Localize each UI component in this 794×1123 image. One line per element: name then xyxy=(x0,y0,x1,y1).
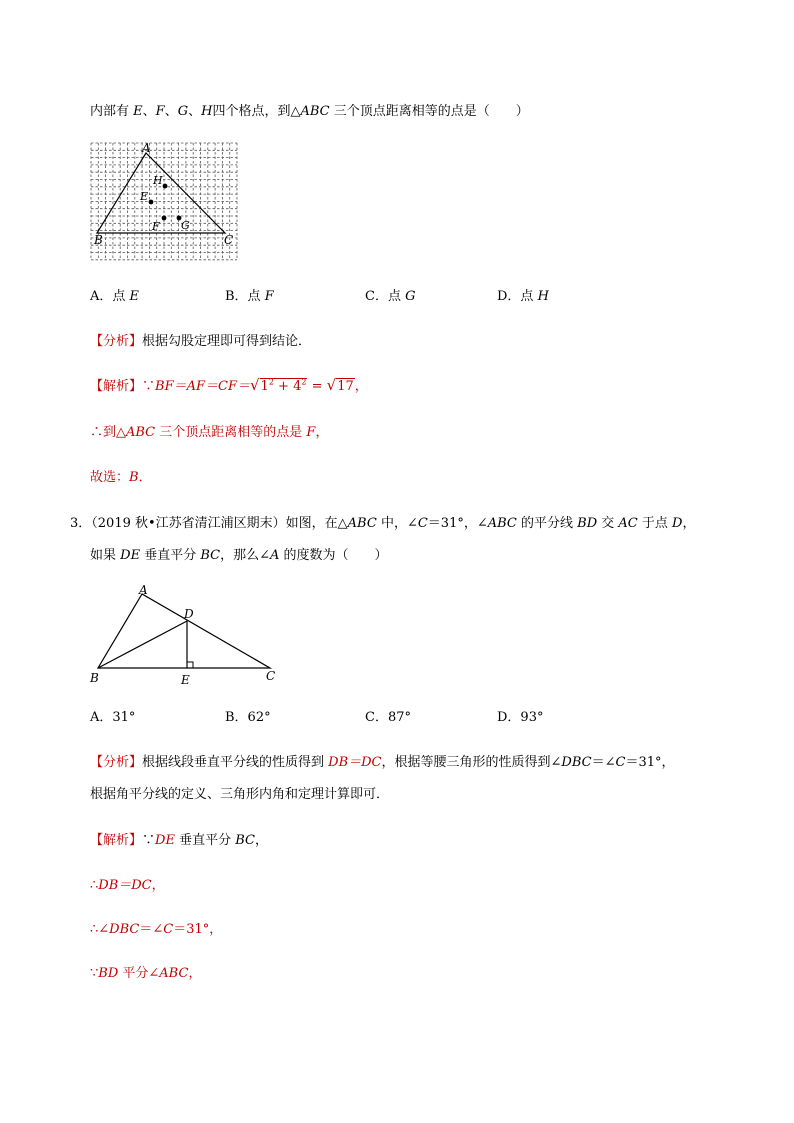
q2-intro-line: 内部有 E、F、G、H四个格点，到△ABC 三个顶点距离相等的点是（ ） xyxy=(90,104,529,119)
q2-grid-figure xyxy=(88,140,248,265)
q3-step-2: ∴∠DBC＝∠C＝31°， xyxy=(90,922,223,937)
q2-solution: 【解析】$\because BF=AF=CF=√1^2 + 4^2 = √17$， xyxy=(90,376,368,394)
label-b: B xyxy=(90,671,99,685)
label-f: F xyxy=(152,220,160,233)
q2-conclusion: ∴到△ABC 三个顶点距离相等的点是 F， xyxy=(90,425,329,440)
q2-analysis: 【分析】根据勾股定理即可得到结论． xyxy=(90,334,312,349)
right-angle-mark xyxy=(187,662,193,668)
q2-option-c[interactable]: C．点 G xyxy=(365,289,416,304)
label-e: E xyxy=(140,190,149,203)
q3-option-b[interactable]: B．62° xyxy=(225,710,271,725)
label-g: G xyxy=(181,219,190,232)
q3-solution: 【解析】∵DE 垂直平分 BC， xyxy=(90,833,268,848)
triangle-abc xyxy=(98,594,270,668)
q2-option-b[interactable]: B．点 F xyxy=(225,289,274,304)
label-h: H xyxy=(153,174,163,187)
label-b: B xyxy=(94,233,103,247)
label-e: E xyxy=(181,673,190,687)
q2-option-a[interactable]: A．点 E xyxy=(90,289,140,304)
q3-option-d[interactable]: D．93° xyxy=(497,710,544,725)
q2-option-d[interactable]: D．点 H xyxy=(497,289,549,304)
q3-analysis-line2: 根据角平分线的定义、三角形内角和定理计算即可． xyxy=(90,787,390,802)
q3-line2: 如果 DE 垂直平分 BC，那么∠A 的度数为（ ） xyxy=(90,548,388,563)
point-e xyxy=(149,200,154,205)
point-f xyxy=(162,216,167,221)
label-a: A xyxy=(139,583,148,597)
q3-step-1: ∴DB＝DC， xyxy=(90,878,165,893)
q3-triangle-figure xyxy=(86,582,286,692)
label-c: C xyxy=(224,233,234,247)
label-d: D xyxy=(184,607,194,621)
q3-line1: 3．（2019 秋•江苏省清江浦区期末）如图，在△ABC 中，∠C＝31°，∠ABC 的平分线 BD 交 AC 于点 D， xyxy=(70,516,696,531)
q3-option-a[interactable]: A．31° xyxy=(90,710,136,725)
q3-analysis-line1: 【分析】根据线段垂直平分线的性质得到 DB＝DC，根据等腰三角形的性质得到∠DBC＝∠C＝31°， xyxy=(90,755,675,770)
q3-step-3: ∵BD 平分∠ABC， xyxy=(90,966,202,981)
q3-option-c[interactable]: C．87° xyxy=(365,710,411,725)
point-h xyxy=(163,184,168,189)
label-c: C xyxy=(266,669,276,683)
label-a: A xyxy=(142,141,151,155)
q2-answer: 故选：B． xyxy=(90,470,152,485)
